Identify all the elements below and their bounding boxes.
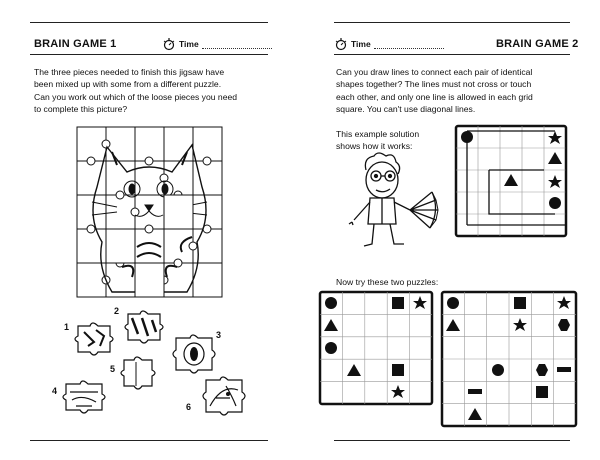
piece-number-1: 1 [64, 322, 70, 332]
bottom-rule [334, 440, 570, 441]
stopwatch-icon [162, 38, 176, 50]
page-title: BRAIN GAME 1 [34, 38, 117, 50]
piece-number-2: 2 [114, 306, 120, 316]
instruction-line: square. You can't use diagonal lines. [336, 103, 476, 114]
loose-piece-1 [74, 322, 114, 356]
puzzle-grid-2 [442, 292, 576, 426]
time-field [334, 38, 444, 50]
top-rule [30, 22, 268, 23]
instruction-line: been mixed up with some from a different puzzle. [34, 79, 222, 90]
header-rule [334, 54, 570, 55]
example-solution-grid [456, 126, 566, 236]
loose-piece-4 [62, 380, 106, 414]
loose-piece-5 [120, 356, 156, 390]
piece-number-6: 6 [186, 402, 192, 412]
piece-number-4: 4 [52, 386, 58, 396]
right-page [300, 0, 600, 460]
example-caption [336, 128, 419, 152]
loose-piece-3 [172, 334, 216, 374]
instruction-line: The three pieces needed to finish this jigsaw have [34, 67, 225, 77]
piece-number-3: 3 [216, 330, 222, 340]
header-rule [30, 54, 268, 55]
instructions [336, 66, 576, 115]
loose-piece-2 [124, 310, 164, 344]
time-field [162, 38, 272, 50]
instruction-line: Can you draw lines to connect each pair of identical [336, 67, 533, 77]
stopwatch-icon [334, 38, 348, 50]
cartoon-boy-with-fan-illustration [348, 152, 448, 262]
time-input-line[interactable] [374, 40, 444, 49]
piece-number-5: 5 [110, 364, 116, 374]
top-rule [334, 22, 570, 23]
puzzle-grid-1 [320, 292, 432, 404]
loose-piece-6 [202, 376, 246, 416]
try-caption: Now try these two puzzles: [336, 277, 439, 287]
instruction-line: Can you work out which of the loose pieces you need [34, 91, 238, 102]
caption-line: shows how it works: [336, 141, 413, 151]
instructions [34, 66, 274, 115]
bottom-rule [30, 440, 268, 441]
jigsaw-puzzle-picture [77, 127, 222, 297]
instruction-line: each other, and only one line is allowed in each grid [336, 91, 533, 102]
time-label: Time [351, 39, 371, 49]
instruction-line: to complete this picture? [34, 103, 128, 114]
time-label: Time [179, 39, 199, 49]
instruction-line: shapes together? The lines must not cross or touch [336, 79, 532, 90]
time-input-line[interactable] [202, 40, 272, 49]
page-title: BRAIN GAME 2 [496, 38, 579, 50]
caption-line: This example solution [336, 129, 420, 139]
